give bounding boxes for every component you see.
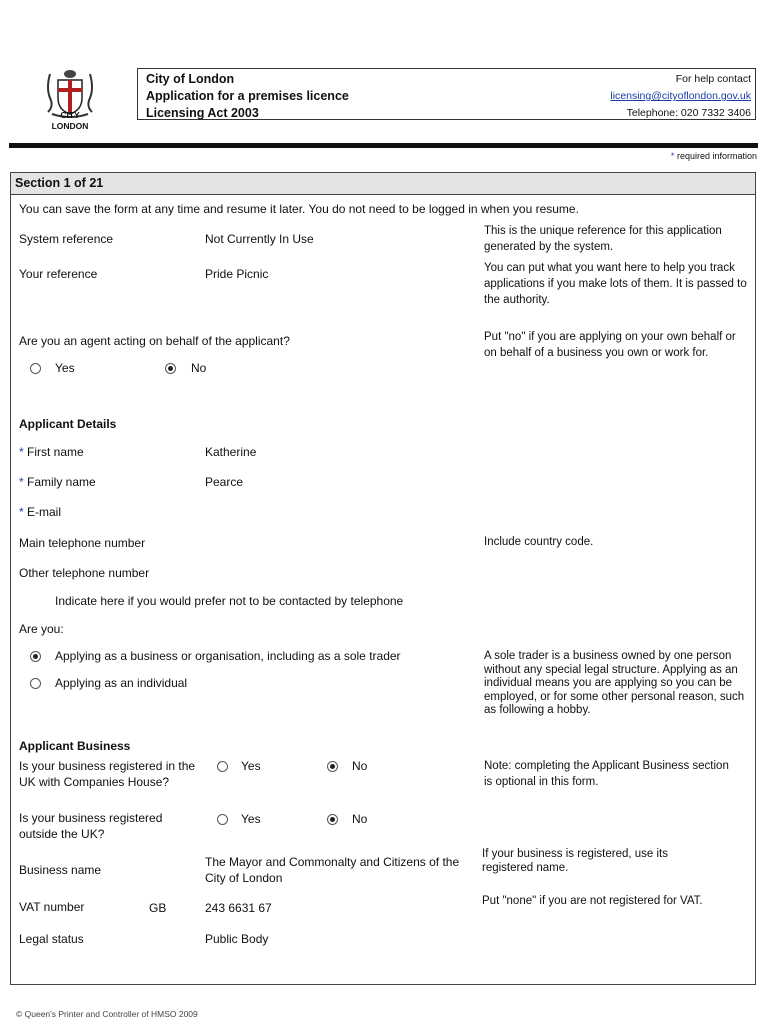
registered-uk-yes-radio[interactable] (217, 761, 228, 772)
required-info-note (671, 151, 757, 161)
vat-prefix: GB (149, 901, 167, 915)
your-reference-help: You can put what you want here to help you track applications if you make lots of them. It is passed to the authority. (484, 262, 747, 306)
first-name-input[interactable]: Katherine (205, 445, 257, 459)
vat-number-label: VAT number (19, 900, 85, 914)
registered-outside-no-label: No (352, 812, 368, 826)
section-intro: You can save the form at any time and resume it later. You do not need to be logged in when you resume. (19, 202, 579, 216)
required-star: * (19, 475, 24, 489)
form-title: Application for a premises licence (146, 89, 349, 103)
are-you-help: A sole trader is a business owned by one person without any special legal structure. Applying as an individual means you are applying so you can be employed, or for some other personal reason, such as following a hobby. (484, 650, 745, 716)
form-header (137, 68, 756, 120)
required-star: * (670, 151, 675, 161)
registered-outside-yes-radio[interactable] (217, 814, 228, 825)
help-contact-block (610, 71, 751, 122)
registered-outside-label: Is your business registered outside the UK? (19, 811, 163, 841)
agent-question: Are you an agent acting on behalf of the applicant? (19, 334, 290, 348)
registered-uk-yes-label: Yes (241, 759, 261, 773)
applying-individual-radio[interactable] (30, 678, 41, 689)
agent-yes-label: Yes (55, 361, 75, 375)
help-email-link[interactable]: licensing@cityoflondon.gov.uk (610, 90, 751, 102)
copyright-footer: © Queen's Printer and Controller of HMSO 2009 (16, 1009, 198, 1019)
registered-outside-no-radio[interactable] (327, 814, 338, 825)
no-phone-contact-option[interactable]: Indicate here if you would prefer not to be contacted by telephone (55, 594, 404, 608)
applicant-details-heading: Applicant Details (19, 417, 117, 431)
agent-yes-radio[interactable] (30, 363, 41, 374)
email-label-text: E-mail (27, 505, 62, 519)
applicant-business-heading: Applicant Business (19, 739, 131, 753)
family-name-label (19, 474, 96, 490)
are-you-label: Are you: (19, 622, 64, 636)
header-title-block (146, 71, 349, 122)
agent-help: Put "no" if you are applying on your own behalf or on behalf of a business you own or work for. (484, 331, 736, 359)
agent-no-label: No (191, 361, 207, 375)
registered-uk-label: Is your business registered in the UK with Companies House? (19, 759, 196, 789)
business-name-input[interactable]: The Mayor and Commonalty and Citizens of the City of London (205, 855, 460, 885)
required-star: * (19, 445, 24, 459)
your-reference-label: Your reference (19, 267, 98, 281)
section-panel (10, 172, 756, 985)
applying-business-radio[interactable] (30, 651, 41, 662)
first-name-label (19, 444, 84, 460)
other-phone-label: Other telephone number (19, 566, 150, 580)
main-phone-help: Include country code. (484, 536, 594, 548)
your-reference-input[interactable]: Pride Picnic (205, 267, 269, 281)
org-name: City of London (146, 72, 235, 86)
vat-number-input[interactable]: 243 6631 67 (205, 901, 272, 915)
business-name-help: If your business is registered, use its registered name. (482, 848, 668, 874)
family-name-input[interactable]: Pearce (205, 475, 244, 489)
applying-business-label: Applying as a business or organisation, including as a sole trader (55, 649, 401, 663)
act-name: Licensing Act 2003 (146, 106, 259, 120)
system-reference-help: This is the unique reference for this application generated by the system. (484, 225, 722, 253)
registered-uk-no-label: No (352, 759, 368, 773)
agent-no-radio[interactable] (165, 363, 176, 374)
system-reference-value: Not Currently In Use (205, 232, 314, 246)
system-reference-label: System reference (19, 232, 114, 246)
legal-status-value[interactable]: Public Body (205, 932, 269, 946)
business-name-label: Business name (19, 863, 102, 877)
section-title: Section 1 of 21 (11, 173, 755, 195)
header-divider (9, 143, 758, 148)
help-label: For help contact (675, 73, 751, 85)
email-label (19, 504, 61, 520)
required-info-text: required information (676, 151, 757, 161)
city-of-london-crest-logo (40, 68, 100, 134)
required-star: * (19, 505, 24, 519)
main-phone-label: Main telephone number (19, 536, 146, 550)
first-name-label-text: First name (27, 445, 84, 459)
vat-help: Put "none" if you are not registered for VAT. (482, 895, 703, 907)
logo-text: CITY LONDON (51, 110, 89, 131)
legal-status-label: Legal status (19, 932, 84, 946)
help-phone: Telephone: 020 7332 3406 (626, 107, 751, 119)
family-name-label-text: Family name (27, 475, 96, 489)
registered-outside-yes-label: Yes (241, 812, 261, 826)
applying-individual-label: Applying as an individual (55, 676, 188, 690)
registered-uk-no-radio[interactable] (327, 761, 338, 772)
applicant-business-note: Note: completing the Applicant Business section is optional in this form. (484, 760, 729, 788)
